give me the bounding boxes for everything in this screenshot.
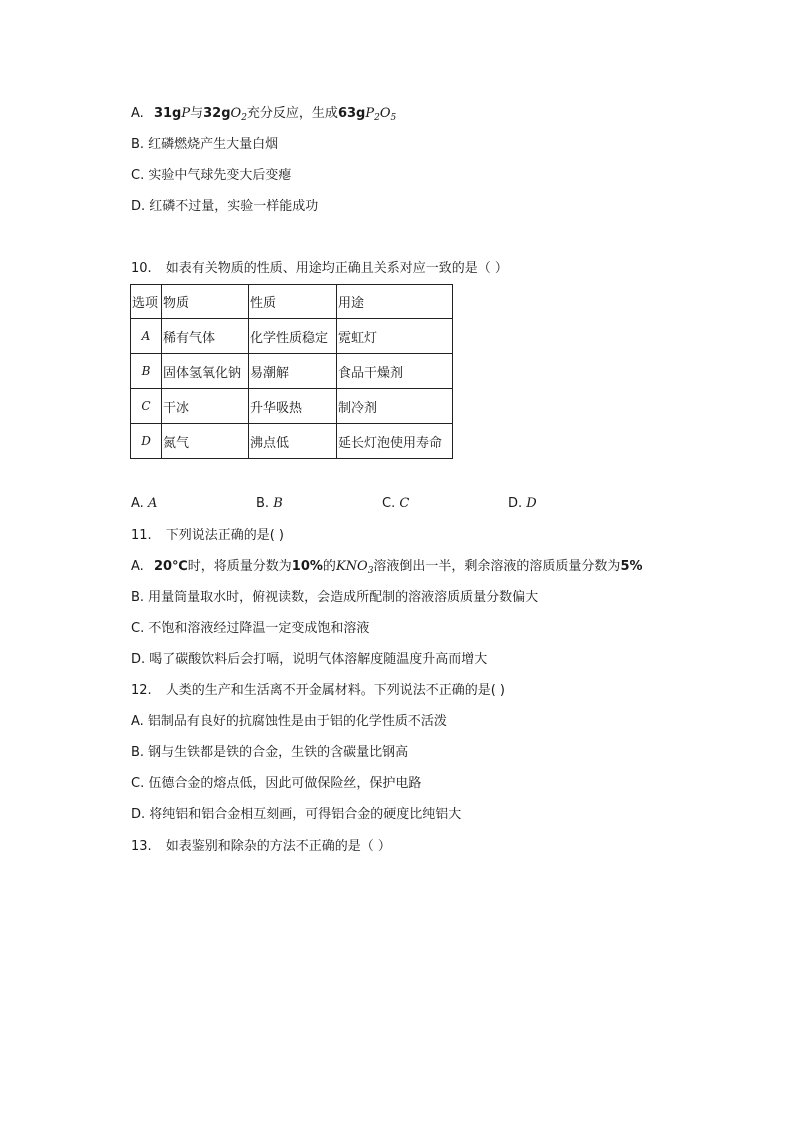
table-header-row bbox=[131, 285, 453, 319]
use-cell: 食品干燥剂 bbox=[337, 354, 453, 389]
property-cell: 化学性质稳定 bbox=[249, 319, 337, 354]
table-row bbox=[131, 424, 453, 459]
substance-cell: 干冰 bbox=[162, 389, 249, 424]
q9-a-mass1: 31g bbox=[153, 106, 182, 121]
q10-stem-line bbox=[131, 260, 508, 278]
table-row bbox=[131, 389, 453, 424]
header-cell: 用途 bbox=[337, 285, 453, 319]
q10-option-c: C. C bbox=[382, 496, 410, 511]
header-cell: 物质 bbox=[162, 285, 249, 319]
properties-table bbox=[130, 284, 453, 459]
property-cell: 升华吸热 bbox=[249, 389, 337, 424]
q9-a-mass3: 63g bbox=[337, 106, 366, 121]
header-cell: 选项 bbox=[131, 285, 162, 319]
q9-option-b: B. 红磷燃烧产生大量白烟 bbox=[131, 137, 279, 152]
table-row bbox=[131, 319, 453, 354]
q12-stem-line bbox=[131, 682, 505, 700]
q9-a-mass2: 32g bbox=[203, 106, 231, 121]
table-row bbox=[131, 354, 453, 389]
q11-stem-line bbox=[131, 527, 284, 545]
question-number: 11. bbox=[131, 528, 152, 543]
question-stem: 人类的生产和生活离不开金属材料。下列说法不正确的是( ) bbox=[165, 683, 505, 698]
q11-option-b: B. 用量筒量取水时，俯视读数，会造成所配制的溶液溶质质量分数偏大 bbox=[131, 590, 539, 605]
use-cell: 霓虹灯 bbox=[337, 319, 453, 354]
q10-option-b: B. B bbox=[256, 496, 283, 511]
header-cell: 性质 bbox=[249, 285, 337, 319]
question-stem: 如表有关物质的性质、用途均正确且关系对应一致的是（ ） bbox=[165, 261, 508, 276]
q12-option-b: B. 钢与生铁都是铁的合金，生铁的含碳量比钢高 bbox=[131, 745, 409, 760]
question-number: 12. bbox=[131, 683, 152, 698]
use-cell: 制冷剂 bbox=[337, 389, 453, 424]
question-stem: 下列说法正确的是( ) bbox=[165, 528, 284, 543]
q12-option-a: A. 铝制品有良好的抗腐蚀性是由于铝的化学性质不活泼 bbox=[131, 714, 447, 729]
q12-option-d: D. 将纯铝和铝合金相互刻画，可得铝合金的硬度比纯铝大 bbox=[131, 807, 462, 822]
substance-cell: 固体氢氧化钠 bbox=[162, 354, 249, 389]
option-cell: C bbox=[131, 389, 162, 424]
q9-option-c: C. 实验中气球先变大后变瘪 bbox=[131, 168, 292, 183]
option-cell: D bbox=[131, 424, 162, 459]
q11-option-d: D. 喝了碳酸饮料后会打嗝，说明气体溶解度随温度升高而增大 bbox=[131, 652, 488, 667]
q9-option-a: A. 31gP与$32gO_2$充分反应，生成$63gP_2O_5$ bbox=[131, 106, 397, 123]
property-cell: 沸点低 bbox=[249, 424, 337, 459]
q11-option-c: C. 不饱和溶液经过降温一定变成饱和溶液 bbox=[131, 621, 370, 636]
q13-stem-line bbox=[131, 838, 391, 856]
q11-option-a: A. 20℃时，将质量分数为10%的$KNO_3$溶液倒出一半，剩余溶液的溶质质量分数为5% bbox=[131, 559, 643, 576]
property-cell: 易潮解 bbox=[249, 354, 337, 389]
q9-option-d: D. 红磷不过量，实验一样能成功 bbox=[131, 199, 319, 214]
option-cell: A bbox=[131, 319, 162, 354]
question-number: 13. bbox=[131, 839, 152, 854]
q12-option-c: C. 伍德合金的熔点低，因此可做保险丝，保护电路 bbox=[131, 776, 422, 791]
substance-cell: 氮气 bbox=[162, 424, 249, 459]
q10-option-a: A. A bbox=[131, 496, 158, 511]
option-cell: B bbox=[131, 354, 162, 389]
substance-cell: 稀有气体 bbox=[162, 319, 249, 354]
question-number: 10. bbox=[131, 261, 152, 276]
use-cell: 延长灯泡使用寿命 bbox=[337, 424, 453, 459]
question-stem: 如表鉴别和除杂的方法不正确的是（ ） bbox=[165, 839, 391, 854]
q9-a-formula1: P bbox=[181, 106, 191, 121]
q10-option-d: D. D bbox=[508, 496, 537, 511]
